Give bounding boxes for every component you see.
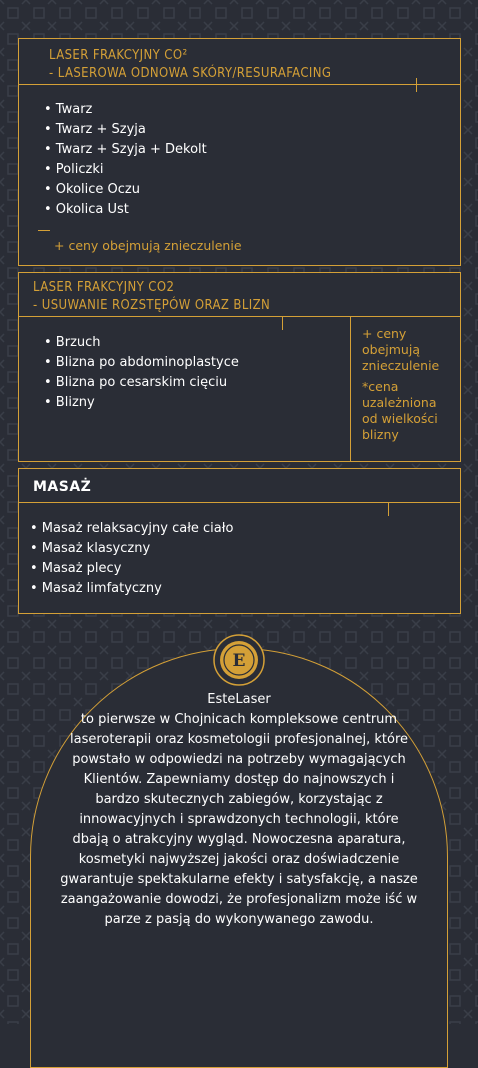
list-item: • Okolice Oczu xyxy=(44,182,140,197)
list-item: • Twarz + Szyja + Dekolt xyxy=(44,142,207,157)
anesthesia-note: + ceny obejmują znieczulenie xyxy=(54,238,242,253)
list-item: • Twarz xyxy=(44,102,93,117)
about-text-block xyxy=(60,690,418,930)
list-item: • Brzuch xyxy=(44,335,101,350)
logo-letter: E xyxy=(232,651,246,671)
list-item: • Policzki xyxy=(44,162,104,177)
list-item: • Masaż limfatyczny xyxy=(30,581,162,596)
divider-tick xyxy=(282,316,283,330)
price-dependency-note: *cena uzależniona od wielkości blizny xyxy=(362,379,438,442)
column-divider xyxy=(350,316,351,462)
brand-logo-icon xyxy=(213,634,265,686)
section-title: LASER FRAKCYJNY CO² - LASEROWA ODNOWA SKÓRY/RESURAFACING xyxy=(49,48,332,81)
divider-tick xyxy=(416,78,417,92)
about-description: to pierwsze w Chojnicach kompleksowe centrum laseroterapii oraz kosmetologii profesjonalnej, które powstało w odpowiedzi na potrzeby wymagających Klientów. Zapewniamy dostęp do najnowszych i bardzo skutecznych zabiegów, korzystając z innowacyjnych i sprawdzonych technologii, które dbają o atrakcyjny wygląd. Nowoczesna aparatura, kosmetyki najwyższej jakości oraz doświadczenie gwarantuje spektakularne efekty i satysfakcję, a nasze zaangażowanie dowodzi, że profesjonalizm może iść w parze z pasją do wykonywanego zawodu. xyxy=(60,712,418,927)
divider xyxy=(18,502,461,503)
list-item: • Masaż relaksacyjny całe ciało xyxy=(30,521,234,536)
list-item: • Okolica Ust xyxy=(44,202,129,217)
list-item: • Blizna po cesarskim cięciu xyxy=(44,375,228,390)
list-item: • Blizny xyxy=(44,395,95,410)
list-item: • Twarz + Szyja xyxy=(44,122,146,137)
note-divider xyxy=(38,230,50,231)
divider xyxy=(18,84,461,85)
section-title: LASER FRAKCYJNY CO2 - USUWANIE ROZSTĘPÓW ORAZ BLIZN xyxy=(33,280,271,313)
divider-tick xyxy=(388,502,389,516)
list-item: • Blizna po abdominoplastyce xyxy=(44,355,239,370)
section-title: MASAŻ xyxy=(33,479,92,495)
brand-name: EsteLaser xyxy=(207,692,271,707)
list-item: • Masaż plecy xyxy=(30,561,122,576)
list-item: • Masaż klasyczny xyxy=(30,541,151,556)
divider xyxy=(18,316,461,317)
anesthesia-note: + ceny obejmują znieczulenie xyxy=(362,326,440,373)
